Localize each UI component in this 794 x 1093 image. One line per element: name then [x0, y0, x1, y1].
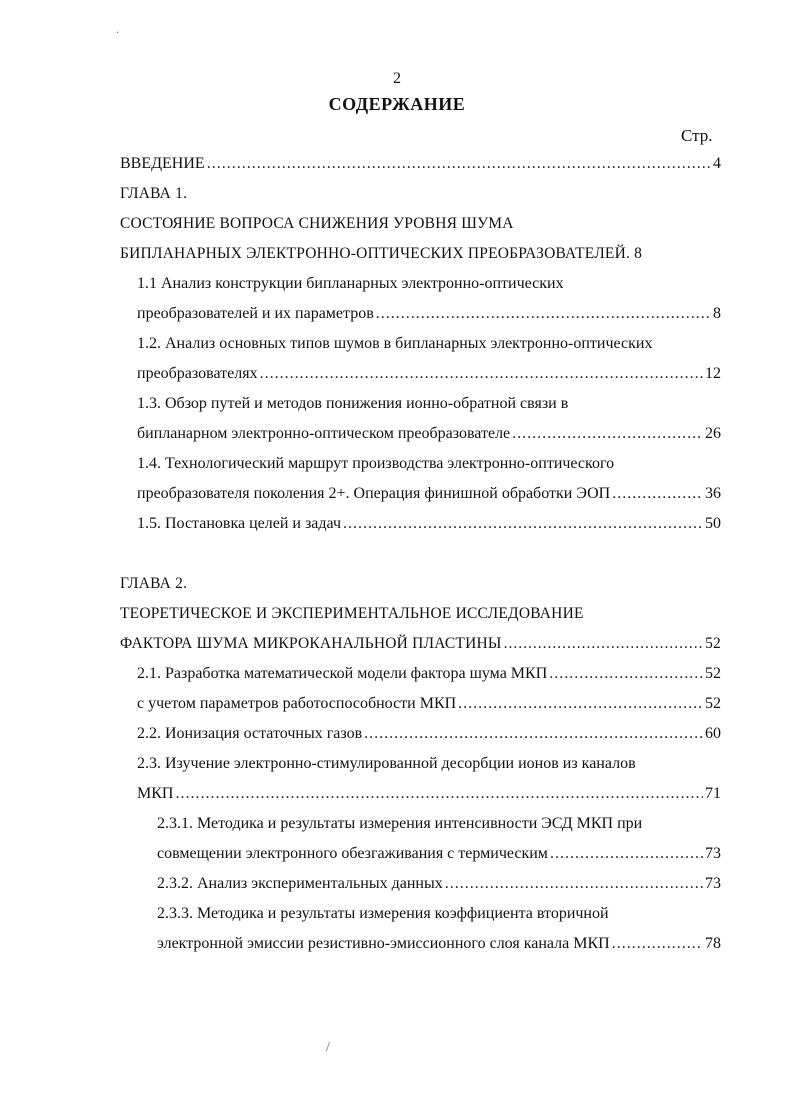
toc-entry-page: 71 — [705, 785, 721, 802]
toc-entry-1-4[interactable] — [137, 480, 721, 508]
toc-entry-page: 8 — [713, 305, 721, 322]
dot-leader — [549, 660, 703, 688]
toc-entry-text: 1.5. Постановка целей и задач — [137, 515, 342, 532]
toc-entry-1-3-line1: 1.3. Обзор путей и методов понижения ионно-обратной связи в — [137, 395, 569, 412]
toc-entry-2-3[interactable] — [137, 780, 721, 808]
dot-leader — [260, 360, 703, 388]
toc-entry-2-1-continued[interactable] — [137, 690, 721, 718]
toc-entry-text: совмещении электронного обезгаживания с термическим — [157, 845, 548, 862]
toc-entry-text: 2.2. Ионизация остаточных газов — [137, 725, 363, 742]
toc-entry-page: 73 — [705, 875, 721, 892]
toc-entry-page: 52 — [705, 665, 721, 682]
toc-entry-page: 78 — [705, 935, 721, 952]
toc-entry-page: 50 — [705, 515, 721, 532]
toc-entry-page: 26 — [705, 425, 721, 442]
dot-leader — [175, 780, 703, 808]
scan-speck: . — [116, 22, 119, 36]
toc-entry-page: 60 — [705, 725, 721, 742]
dot-leader — [612, 480, 703, 508]
toc-entry-2-3-3[interactable] — [157, 930, 721, 958]
toc-entry-text: преобразователей и их параметров — [137, 305, 374, 322]
dot-leader — [343, 510, 703, 538]
toc-entry-chapter-2[interactable] — [120, 630, 721, 658]
toc-entry-text: с учетом параметров работоспособности МКП — [137, 695, 457, 712]
dot-leader — [458, 690, 703, 718]
toc-entry-1-5[interactable] — [137, 510, 721, 538]
toc-entry-2-1[interactable] — [137, 660, 721, 688]
toc-entry-text: 2.1. Разработка математической модели фактора шума МКП — [137, 665, 548, 682]
toc-entry-text: 2.3.2. Анализ экспериментальных данных — [157, 875, 443, 892]
toc-entry-2-3-1-line1: 2.3.1. Методика и результаты измерения интенсивности ЭСД МКП при — [157, 815, 643, 832]
toc-entry-2-3-3-line1: 2.3.3. Методика и результаты измерения коэффициента вторичной — [157, 905, 609, 922]
toc-entry-1-1[interactable] — [137, 300, 721, 328]
toc-entry-text: ВВЕДЕНИЕ — [120, 155, 205, 172]
chapter-1-title-line1: СОСТОЯНИЕ ВОПРОСА СНИЖЕНИЯ УРОВНЯ ШУМА — [120, 215, 514, 232]
dot-leader — [550, 840, 703, 868]
toc-entry-2-2[interactable] — [137, 720, 721, 748]
toc-entry-text: бипланарном электронно-оптическом преобразователе — [137, 425, 511, 442]
toc-entry-page: 12 — [705, 365, 721, 382]
toc-entry-text: преобразователя поколения 2+. Операция финишной обработки ЭОП — [137, 485, 611, 502]
dot-leader — [376, 300, 711, 328]
dot-leader — [612, 930, 703, 958]
toc-entry-text: электронной эмиссии резистивно-эмиссионного слоя канала МКП — [157, 935, 610, 952]
chapter-2-title-line1: ТЕОРЕТИЧЕСКОЕ И ЭКСПЕРИМЕНТАЛЬНОЕ ИССЛЕДОВАНИЕ — [120, 605, 584, 622]
toc-entry-2-3-2[interactable] — [157, 870, 721, 898]
toc-entry-page: 36 — [705, 485, 721, 502]
dot-leader — [207, 150, 711, 178]
dot-leader — [445, 870, 703, 898]
toc-entry-page: 8 — [634, 245, 643, 262]
toc-entry-2-3-line1: 2.3. Изучение электронно-стимулированной десорбции ионов из каналов — [137, 755, 636, 772]
chapter-1-label: ГЛАВА 1. — [120, 185, 188, 202]
toc-entry-1-2-line1: 1.2. Анализ основных типов шумов в бипланарных электронно-оптических — [137, 335, 653, 352]
toc-entry-text: БИПЛАНАРНЫХ ЭЛЕКТРОННО-ОПТИЧЕСКИХ ПРЕОБРАЗОВАТЕЛЕЙ. — [120, 245, 631, 262]
chapter-2-label: ГЛАВА 2. — [120, 575, 188, 592]
scan-mark: / — [326, 1040, 330, 1055]
page-title: СОДЕРЖАНИЕ — [328, 94, 466, 114]
toc-entry-text: МКП — [137, 785, 174, 802]
toc-entry-2-3-1[interactable] — [157, 840, 721, 868]
toc-entry-page: 4 — [713, 155, 721, 172]
page-number: 2 — [393, 70, 401, 87]
page-column-label: Стр. — [681, 126, 713, 145]
toc-entry-page: 73 — [705, 845, 721, 862]
toc-entry-page: 52 — [705, 635, 721, 652]
toc-entry-intro[interactable] — [120, 150, 721, 178]
toc-entry-1-2[interactable] — [137, 360, 721, 388]
dot-leader — [504, 630, 704, 658]
toc-entry-text: ФАКТОРА ШУМА МИКРОКАНАЛЬНОЙ ПЛАСТИНЫ — [120, 635, 502, 652]
toc-entry-page: 52 — [705, 695, 721, 712]
toc-entry-1-4-line1: 1.4. Технологический маршрут производства электронно-оптического — [137, 455, 615, 472]
dot-leader — [512, 420, 703, 448]
toc-entry-1-3[interactable] — [137, 420, 721, 448]
toc-entry-1-1-line1: 1.1 Анализ конструкции бипланарных электронно-оптических — [137, 275, 564, 292]
dot-leader — [364, 720, 703, 748]
toc-entry-text: преобразователях — [137, 365, 258, 382]
toc-entry-chapter-1[interactable] — [120, 240, 721, 268]
